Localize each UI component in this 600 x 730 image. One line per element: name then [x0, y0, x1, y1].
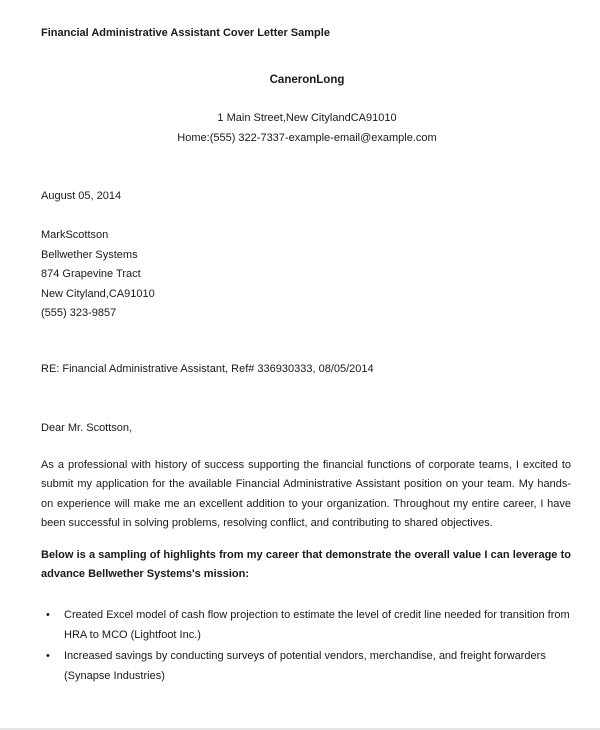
sender-name: CaneronLong	[269, 74, 345, 86]
reference-line: RE: Financial Administrative Assistant, Ref# 336930333, 08/05/2014	[41, 363, 374, 375]
bullet-icon: •	[46, 609, 50, 621]
recipient-name: MarkScottson	[41, 229, 109, 241]
document-title: Financial Administrative Assistant Cover Letter Sample	[41, 27, 330, 39]
list-item	[41, 606, 581, 645]
list-item	[41, 647, 581, 686]
recipient-company: Bellwether Systems	[41, 248, 138, 261]
recipient-block	[41, 229, 155, 327]
highlights-intro: Below is a sampling of highlights from my career that demonstrate the overall value I can leverage to advance Bellwether Systems's mission:	[41, 549, 571, 580]
letter-date: August 05, 2014	[41, 190, 122, 202]
highlights-list	[41, 606, 581, 688]
sender-address: 1 Main Street,New CitylandCA91010	[217, 112, 397, 124]
body-paragraph: As a professional with history of success supporting the financial functions of corporate teams, I excited to submit my application for the available Financial Administrative Assistant position on your team. My hands-on experience will make me an excellent addition to your organization. Throughout my entire career, I have been successful in solving problems, resolving conflict, and contributing to shared objectives.	[41, 459, 571, 530]
recipient-street: 874 Grapevine Tract	[41, 268, 141, 280]
recipient-phone: (555) 323-9857	[41, 307, 117, 319]
salutation: Dear Mr. Scottson,	[41, 422, 133, 434]
highlight-text: Increased savings by conducting surveys of potential vendors, merchandise, and freight forwarders (Synapse Industries)	[64, 650, 546, 682]
sender-contact: Home:(555) 322-7337-example-email@example.com	[177, 132, 437, 144]
highlight-text: Created Excel model of cash flow projection to estimate the level of credit line needed for transition from HRA to MCO (Lightfoot Inc.)	[64, 609, 570, 641]
recipient-city: New Cityland,CA91010	[41, 287, 155, 300]
bullet-icon: •	[46, 650, 50, 662]
